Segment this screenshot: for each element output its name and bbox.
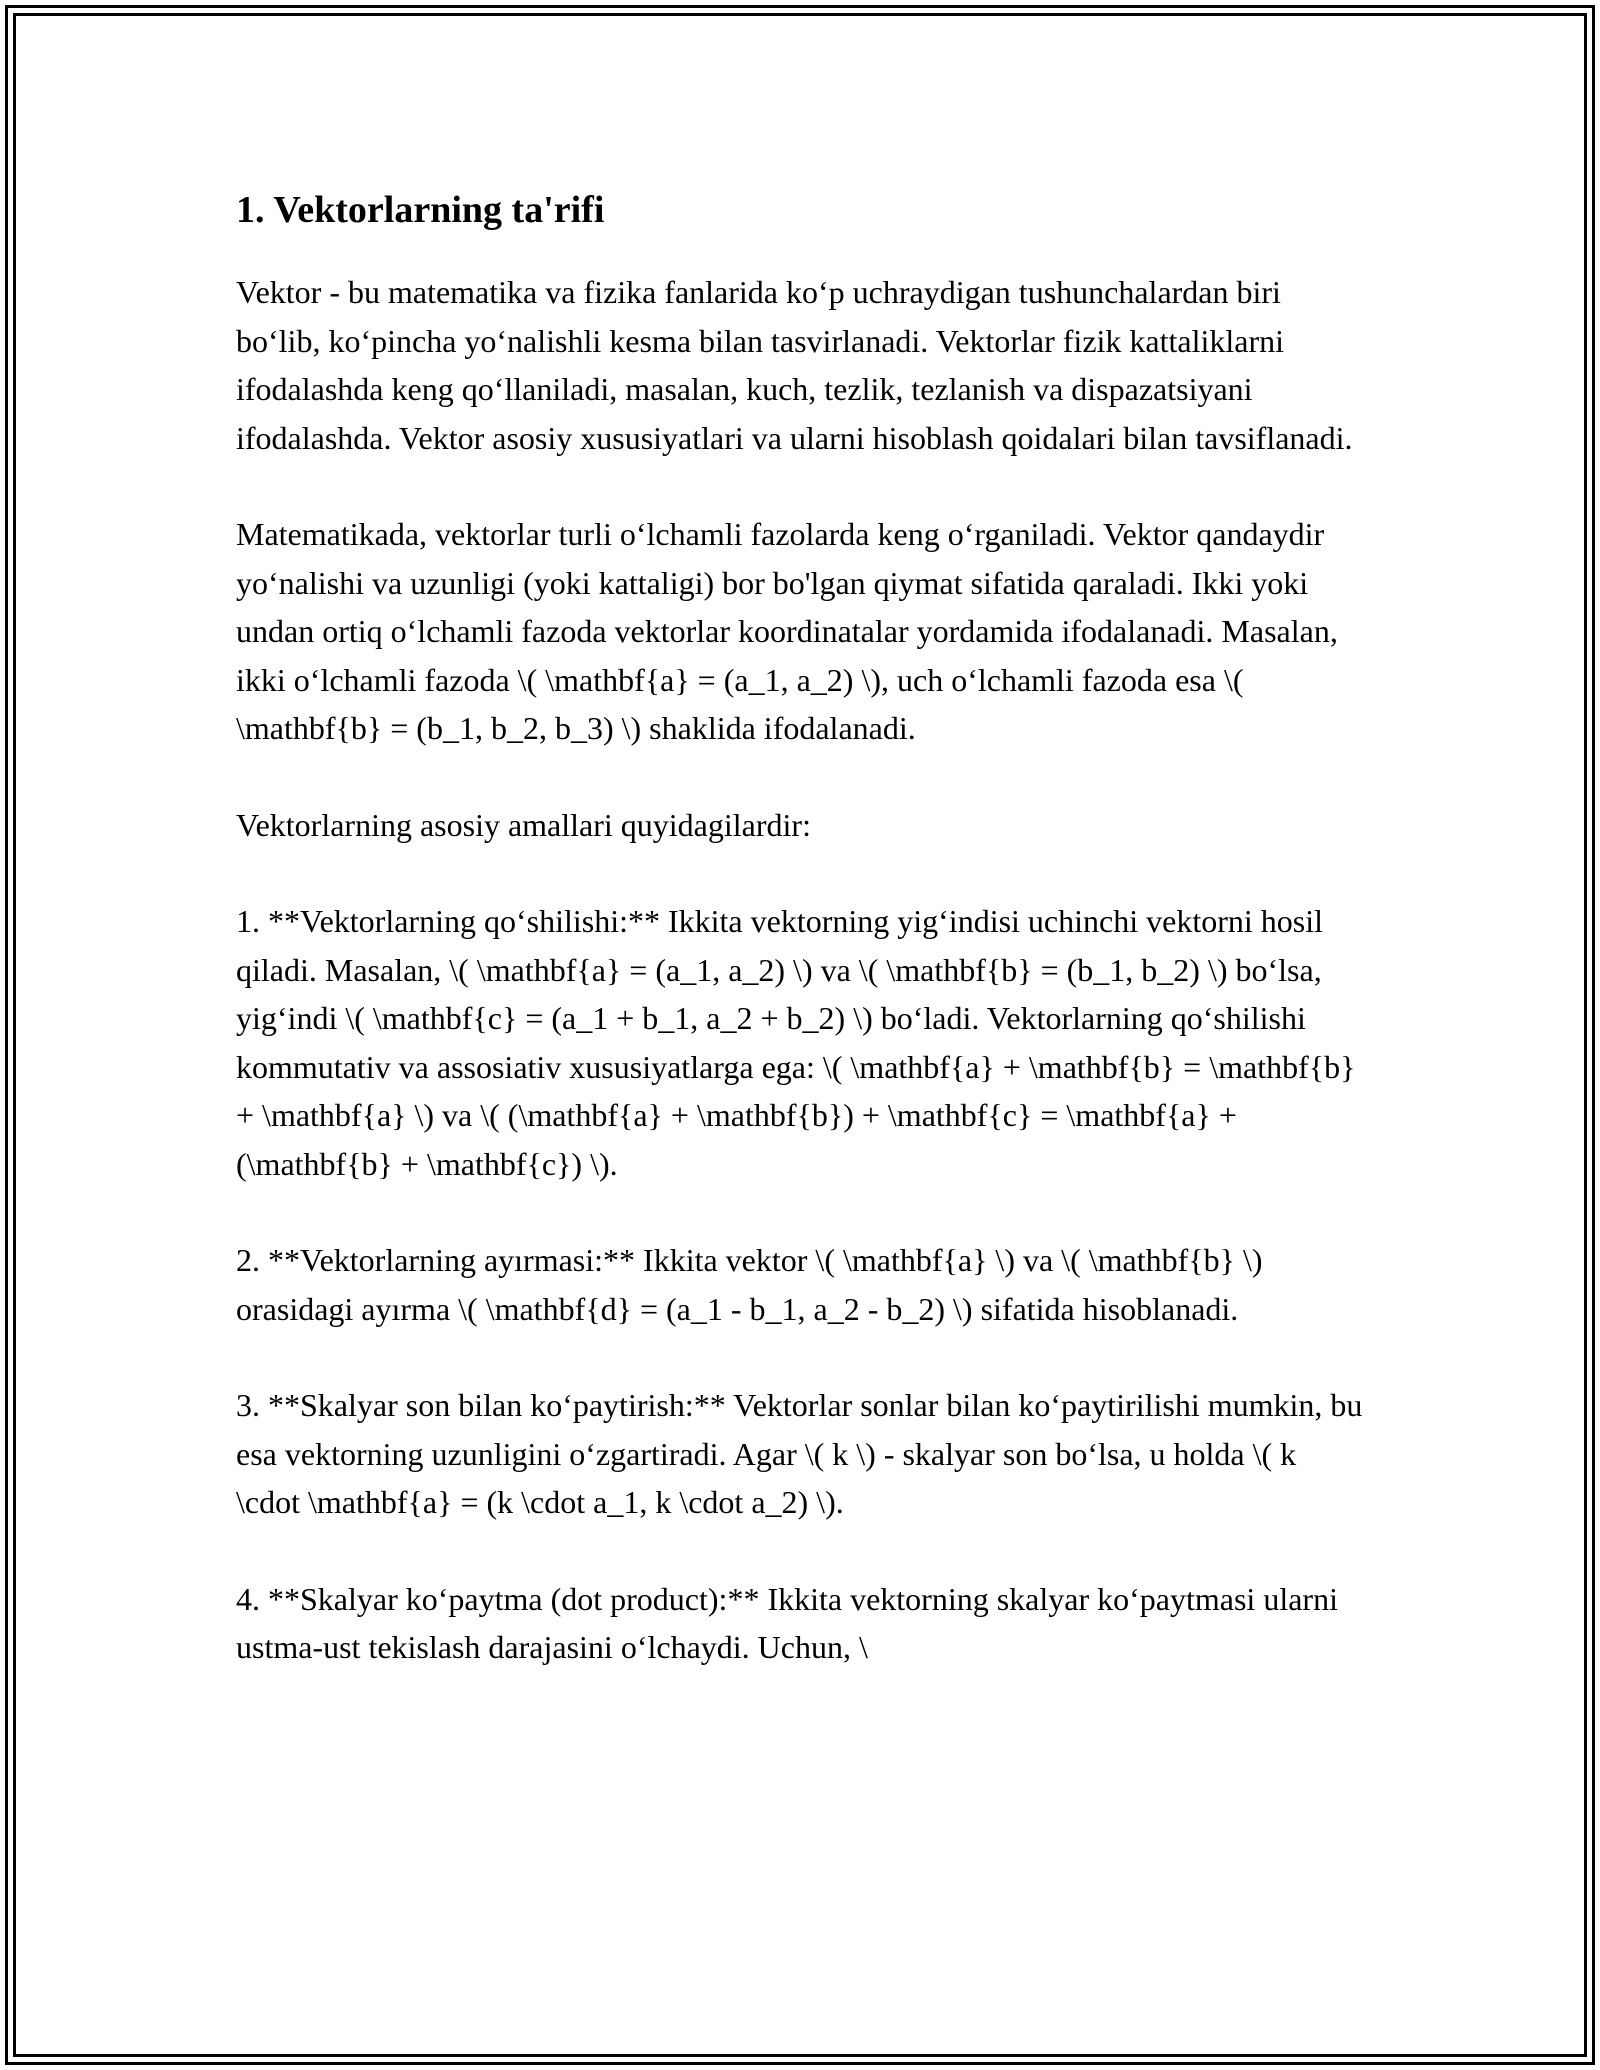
paragraph-dot-product: 4. **Skalyar ko‘paytma (dot product):** Ikkita vektorning skalyar ko‘paytmasi ularni ustma-ust tekislash darajasini o‘lchaydi. Uchun, \ <box>236 1580 1338 1665</box>
paragraph-vector-coordinates: Matematikada, vektorlar turli o‘lchamli fazolarda keng o‘rganiladi. Vektor qandaydir yo‘nalishi va uzunligi (yoki kattaligi) bor bo'lgan qiymat sifatida qaraladi. Ikki yoki undan ortiq o‘lchamli fazoda vektorlar koordinatalar yordamida ifodalanadi. Masalan, ikki o‘lchamli fazoda \( \mathbf{a} = (a_1, a_2) \), uch o‘lchamli fazoda esa \( \mathbf{b} = (b_1, b_2, b_3) \) shaklida ifodalanadi. <box>236 516 1338 746</box>
paragraph-scalar-multiplication: 3. **Skalyar son bilan ko‘paytirish:** Vektorlar sonlar bilan ko‘paytirilishi mumkin, bu esa vektorning uzunligini o‘zgartiradi. Agar \( k \) - skalyar son bo‘lsa, u holda \( k \cdot \mathbf{a} = (k \cdot a_1, k \cdot a_2) \). <box>236 1387 1363 1520</box>
document-body <box>236 186 1366 1720</box>
paragraph-vector-addition: 1. **Vektorlarning qo‘shilishi:** Ikkita vektorning yig‘indisi uchinchi vektorni hosil qiladi. Masalan, \( \mathbf{a} = (a_1, a_2) \) va \( \mathbf{b} = (b_1, b_2) \) bo‘lsa, yig‘indi \( \mathbf{c} = (a_1 + b_1, a_2 + b_2) \) bo‘ladi. Vektorlarning qo‘shilishi kommutativ va assosiativ xususiyatlarga ega: \( \mathbf{a} + \mathbf{b} = \mathbf{b} + \mathbf{a} \) va \( (\mathbf{a} + \mathbf{b}) + \mathbf{c} = \mathbf{a} + (\mathbf{b} + \mathbf{c}) \). <box>236 903 1356 1182</box>
paragraph-vector-definition: Vektor - bu matematika va fizika fanlarida ko‘p uchraydigan tushunchalardan biri bo‘lib, ko‘pincha yo‘nalishli kesma bilan tasvirlanadi. Vektorlar fizik kattaliklarni ifodalashda keng qo‘llaniladi, masalan, kuch, tezlik, tezlanish va dispazatsiyani ifodalashda. Vektor asosiy xususiyatlari va ularni hisoblash qoidalari bilan tavsiflanadi. <box>236 274 1353 456</box>
paragraph-operations-intro: Vektorlarning asosiy amallari quyidagilardir: <box>236 806 811 843</box>
paragraph-vector-subtraction: 2. **Vektorlarning ayırmasi:** Ikkita vektor \( \mathbf{a} \) va \( \mathbf{b} \) orasidagi ayırma \( \mathbf{d} = (a_1 - b_1, a_2 - b_2) \) sifatida hisoblanadi. <box>236 1242 1263 1327</box>
section-heading: 1. Vektorlarning ta'rifi <box>236 189 605 231</box>
